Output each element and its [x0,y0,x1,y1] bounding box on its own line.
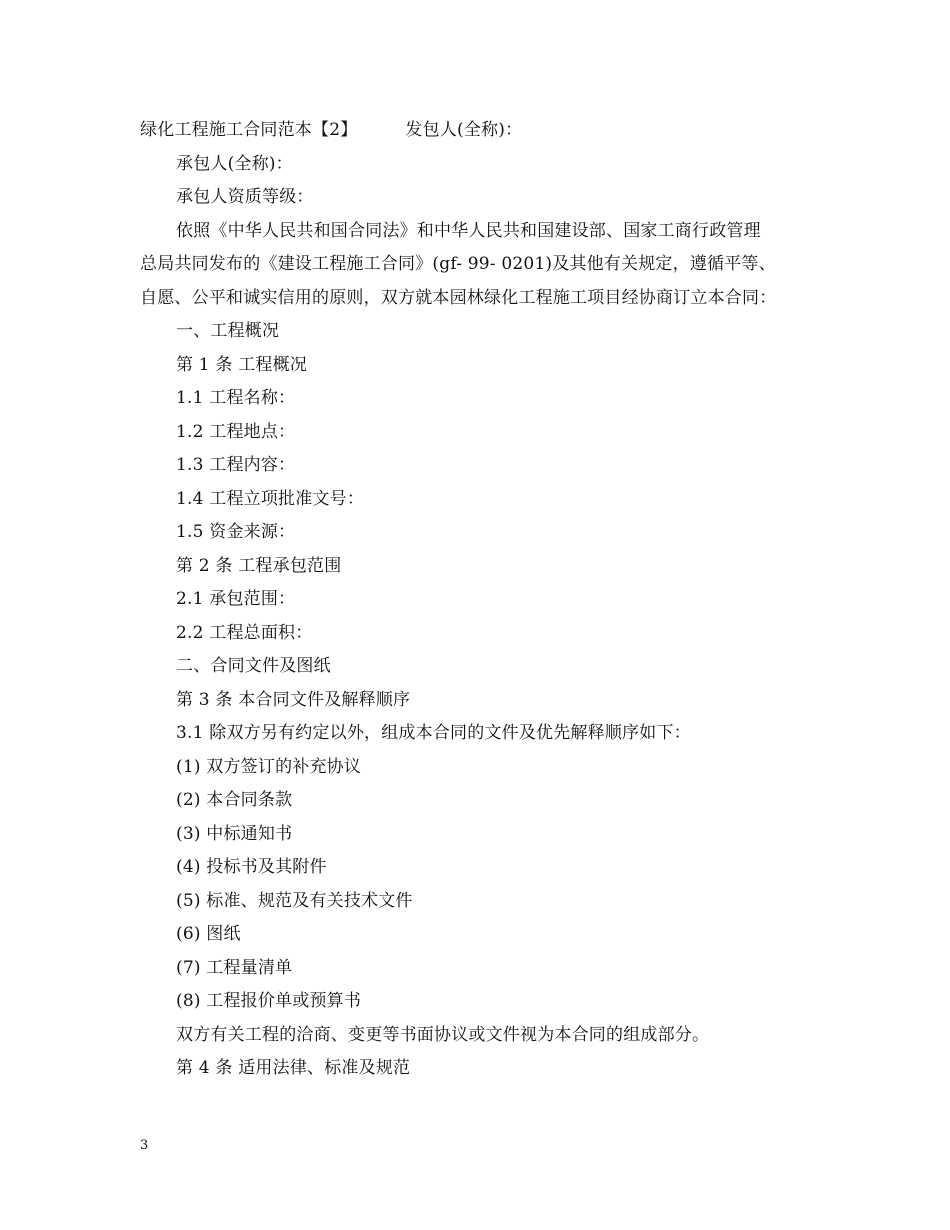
clause-1-5: 1.5 资金来源： [176,522,296,542]
clause-1-2: 1.2 工程地点： [176,421,296,442]
clause-2-2: 2.2 工程总面积： [176,622,313,643]
list-item: (1) 双方签订的补充协议 [176,756,362,777]
article-4-heading: 第 4 条 适用法律、标准及规范 [176,1058,411,1078]
preamble-line-2: 总局共同发布的《建设工程施工合同》(gf- 99- 0201)及其他有关规定，遵循平等、 [140,254,776,274]
preamble-line-1: 依照《中华人民共和国合同法》和中华人民共和国建设部、国家工商行政管理 [176,220,761,241]
list-item: (2) 本合同条款 [176,790,293,810]
clause-3-1: 3.1 除双方另有约定以外，组成本合同的文件及优先解释顺序如下： [176,723,691,743]
article-3-heading: 第 3 条 本合同文件及解释顺序 [176,689,411,710]
contractor-qualification-line: 承包人资质等级： [176,187,314,207]
list-item: (6) 图纸 [176,924,241,944]
document-title: 绿化工程施工合同范本【2】 [140,120,358,140]
list-item: (5) 标准、规范及有关技术文件 [176,890,413,911]
preamble-line-3: 自愿、公平和诚实信用的原则，双方就本园林绿化工程施工项目经协商订立本合同： [140,287,777,308]
employer-label: 发包人(全称)： [405,120,523,140]
clause-1-3: 1.3 工程内容： [176,455,296,475]
clause-2-1: 2.1 承包范围： [176,589,296,609]
section-heading-2: 二、合同文件及图纸 [176,656,331,676]
list-item: (4) 投标书及其附件 [176,857,327,877]
document-body [140,114,840,1086]
article-1-heading: 第 1 条 工程概况 [176,354,308,375]
section-heading-1: 一、工程概况 [176,321,280,341]
supplement-note: 双方有关工程的洽商、变更等书面协议或文件视为本合同的组成部分。 [176,1024,710,1045]
clause-1-4: 1.4 工程立项批准文号： [176,488,365,509]
list-item: (3) 中标通知书 [176,823,293,844]
list-item: (7) 工程量清单 [176,957,293,978]
contractor-name-line: 承包人(全称)： [176,153,293,174]
title-gap [357,114,405,148]
page-number: 3 [140,1138,149,1153]
clause-1-1: 1.1 工程名称： [176,388,296,408]
title-row [140,114,840,148]
list-item: (8) 工程报价单或预算书 [176,991,362,1011]
article-2-heading: 第 2 条 工程承包范围 [176,555,342,576]
